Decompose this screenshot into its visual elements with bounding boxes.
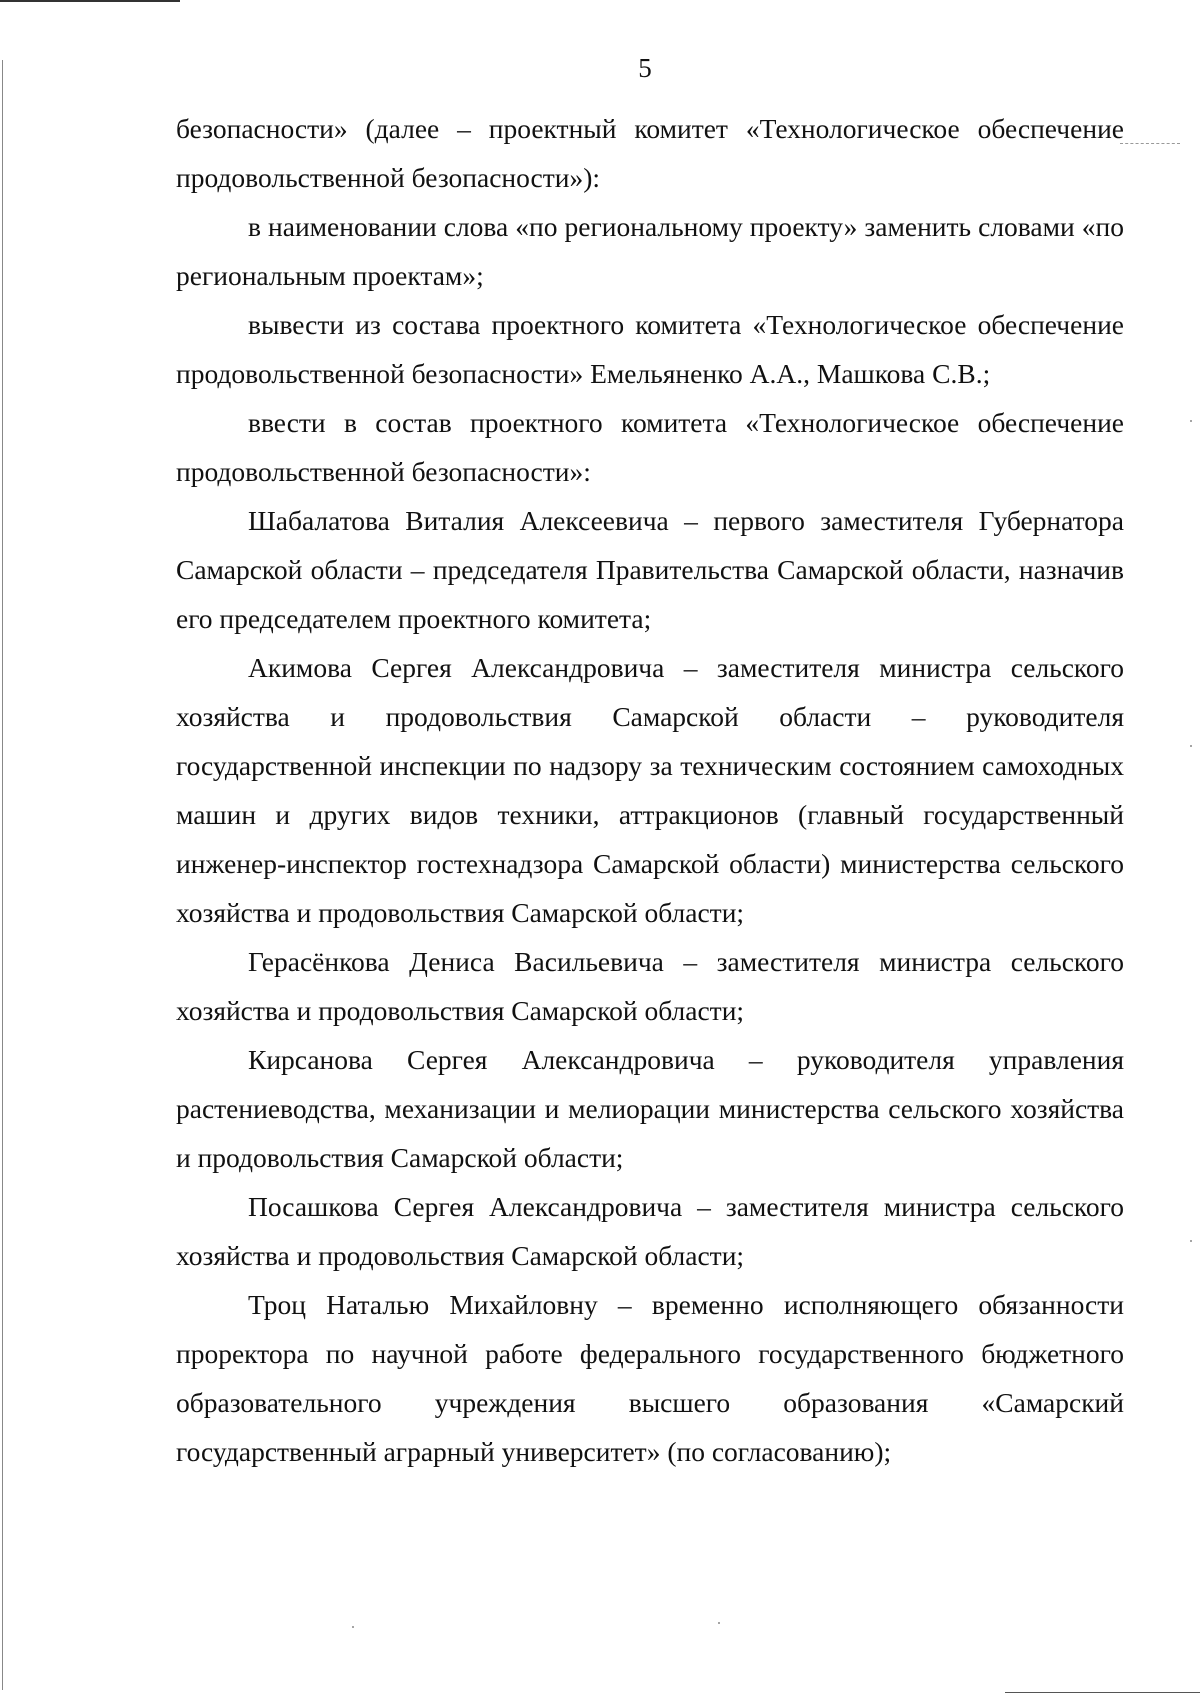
paragraph: Шабалатова Виталия Алексеевича – первого заместителя Губернатора Самарской области – председателя Правительства Самарской области, назначив его председателем проектного комитета;: [176, 505, 1124, 634]
paragraph: в наименовании слова «по региональному проекту» заменить словами «по региональным проектам»;: [176, 211, 1124, 291]
scan-speck: [1190, 745, 1192, 747]
paragraph: Кирсанова Сергея Александровича – руководителя управления растениеводства, механизации и мелиорации министерства сельского хозяйства и продовольствия Самарской области;: [176, 1044, 1124, 1173]
page-number: 5: [638, 53, 652, 83]
scan-speck: [1190, 1240, 1192, 1242]
scan-speck: [718, 1622, 720, 1624]
paragraph: Акимова Сергея Александровича – заместителя министра сельского хозяйства и продовольствия Самарской области – руководителя государственной инспекции по надзору за техническим состоянием самоходных машин и других видов техники, аттракционов (главный государственный инженер-инспектор гостехнадзора Самарской области) министерства сельского хозяйства и продовольствия Самарской области;: [176, 652, 1124, 928]
scan-edge-bottom: [1005, 1692, 1200, 1693]
document-body: [176, 104, 1124, 1476]
paragraph: Троц Наталью Михайловну – временно исполняющего обязанности проректора по научной работе федерального государственного бюджетного образовательного учреждения высшего образования «Самарский государственный аграрный университет» (по согласованию);: [176, 1289, 1124, 1467]
paragraph: безопасности» (далее – проектный комитет «Технологическое обеспечение продовольственной безопасности»):: [176, 113, 1124, 193]
paragraph: ввести в состав проектного комитета «Технологическое обеспечение продовольственной безопасности»:: [176, 407, 1124, 487]
scan-edge-left: [2, 60, 3, 1690]
scan-artifact: [1120, 143, 1180, 146]
scan-edge-top: [0, 0, 180, 2]
scan-speck: [352, 1626, 354, 1628]
paragraph: Герасёнкова Дениса Васильевича – заместителя министра сельского хозяйства и продовольствия Самарской области;: [176, 946, 1124, 1026]
paragraph: вывести из состава проектного комитета «Технологическое обеспечение продовольственной безопасности» Емельяненко А.А., Машкова С.В.;: [176, 309, 1124, 389]
scan-speck: [1190, 420, 1192, 422]
paragraph: Посашкова Сергея Александровича – заместителя министра сельского хозяйства и продовольствия Самарской области;: [176, 1191, 1124, 1271]
